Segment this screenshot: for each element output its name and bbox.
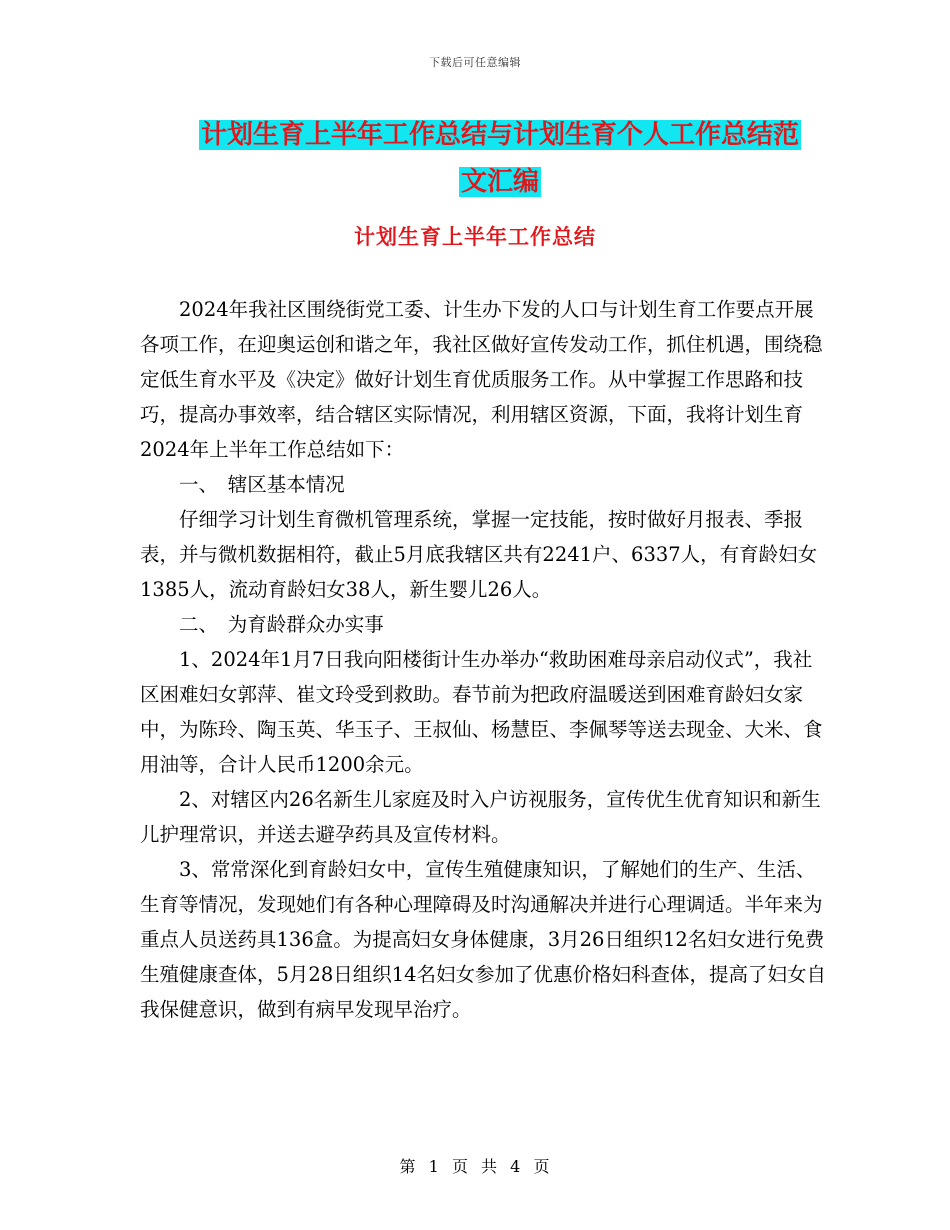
footer-label-pages: 页 — [533, 1157, 551, 1176]
page-header-note: 下载后可任意编辑 — [429, 56, 521, 69]
paragraph-intro: 2024年我社区围绕街党工委、计生办下发的人口与计划生育工作要点开展各项工作，在迎奥运创和谐之年，我社区做好宣传发动工作，抓住机遇，围绕稳定低生育水平及《决定》做好计划生育优质服务工作。从中掌握工作思路和技巧，提高办事效率，结合辖区实际情况，利用辖区资源，下面，我将计划生育2024年上半年工作总结如下： — [140, 298, 823, 461]
page-footer — [0, 1154, 950, 1177]
paragraph-item-2: 2、对辖区内26名新生儿家庭及时入户访视服务，宣传优生优育知识和新生儿护理常识，并送去避孕药具及宣传材料。 — [140, 788, 821, 846]
paragraph-item-1: 1、2024年1月7日我向阳楼街计生办举办“救助困难母亲启动仪式”，我社区困难妇女郭萍、崔文玲受到救助。春节前为把政府温暖送到困难育龄妇女家中，为陈玲、陶玉英、华玉子、王叔仙、杨慧臣、李佩琴等送去现金、大米、食用油等，合计人民币1200余元。 — [140, 648, 823, 776]
paragraph-item-3: 3、常常深化到育龄妇女中，宣传生殖健康知识，了解她们的生产、生活、生育等情况，发现她们有各种心理障碍及时沟通解决并进行心理调适。半年来为重点人员送药具136盒。为提高妇女身体健康，3月26日组织12名妇女进行免费生殖健康查体，5月28日组织14名妇女参加了优惠价格妇科查体，提高了妇女自我保健意识，做到有病早发现早治疗。 — [140, 858, 827, 1021]
footer-label-page: 第 — [399, 1157, 417, 1176]
document-title — [140, 112, 860, 206]
section-title: 计划生育上半年工作总结 — [354, 225, 596, 249]
heading-district-basics: 一、 辖区基本情况 — [179, 473, 345, 496]
document-body — [140, 292, 830, 1027]
footer-label-total: 共 — [481, 1157, 499, 1176]
document-title-line-1: 计划生育上半年工作总结与计划生育个人工作总结范 — [200, 120, 799, 150]
heading-practical-work: 二、 为育龄群众办实事 — [179, 613, 384, 636]
footer-total-pages: 4 — [510, 1157, 522, 1176]
paragraph-district-basics: 仔细学习计划生育微机管理系统，掌握一定技能，按时做好月报表、季报表，并与微机数据相符，截止5月底我辖区共有2241户、6337人，有育龄妇女1385人，流动育龄妇女38人，新生婴儿26人。 — [140, 508, 818, 601]
footer-label-of: 页 — [451, 1157, 469, 1176]
document-title-line-2: 文汇编 — [460, 167, 539, 197]
footer-current-page: 1 — [428, 1157, 440, 1176]
